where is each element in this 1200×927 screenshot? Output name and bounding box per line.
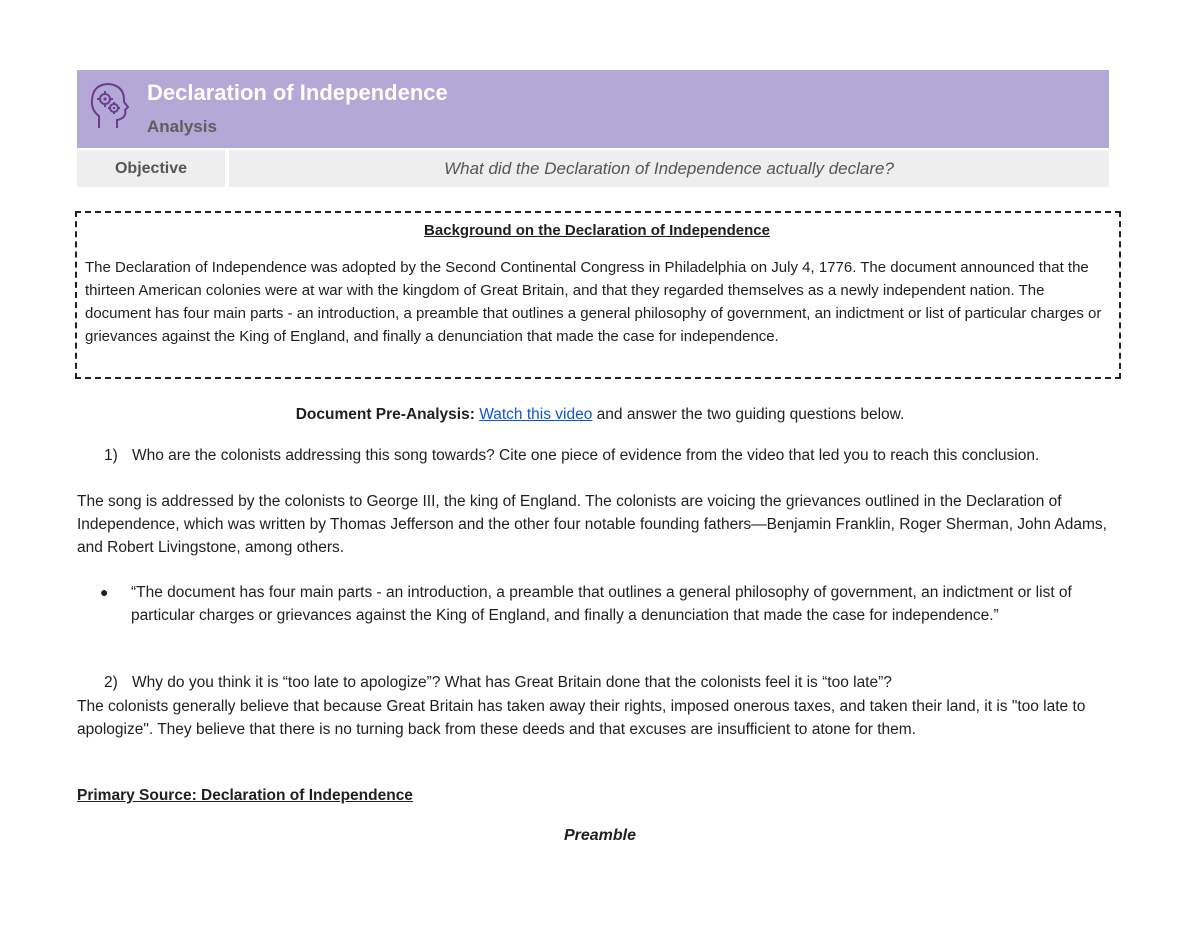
objective-label: Objective [77,150,225,187]
answer-2: The colonists generally believe that because Great Britain has taken away their rights, imposed onerous taxes, and taken their land, it is "too late to apologize". They believe that there is no turning back from these deeds and that excuses are insufficient to atone for them. [77,698,1086,738]
head-gears-icon [87,80,129,132]
pre-analysis-suffix: and answer the two guiding questions below. [596,406,905,423]
page-title: Declaration of Independence [147,80,448,105]
pre-analysis-line [0,406,1200,424]
objective-row [77,150,1109,187]
bullet-icon: ● [100,584,109,600]
page-subtitle: Analysis [147,117,217,136]
question-text: Who are the colonists addressing this song towards? Cite one piece of evidence from the video that led you to reach this conclusion. [132,447,1040,464]
answer-1: The song is addressed by the colonists to George III, the king of England. The colonists are voicing the grievances outlined in the Declaration of Independence, which was written by Thomas Jefferson and the other four notable founding fathers—Benjamin Franklin, Roger Sherman, John Adams, and Robert Livingstone, among others. [77,493,1107,556]
evidence-bullet [100,581,1120,627]
background-heading: Background on the Declaration of Independence [424,222,770,239]
header-banner [77,70,1109,148]
watch-video-link[interactable]: Watch this video [479,406,593,423]
question-text: Why do you think it is “too late to apologize”? What has Great Britain done that the colonists feel it is “too late”? [132,674,892,691]
preamble-heading: Preamble [563,827,637,844]
pre-analysis-label: Document Pre-Analysis: [295,406,475,423]
background-box [75,211,1121,379]
question-2 [104,674,892,692]
question-1 [104,447,1039,465]
primary-source-heading: Primary Source: Declaration of Independence [77,787,413,804]
background-text: The Declaration of Independence was adopted by the Second Continental Congress in Philadelphia on July 4, 1776. The document announced that the thirteen American colonies were at war with the kingdom of Great Britain, and that they regarded themselves as a newly independent nation. The document has four main parts - an introduction, a preamble that outlines a general philosophy of government, an indictment or list of particular charges or grievances against the King of England, and finally a denunciation that made the case for independence. [85,259,1102,345]
question-number: 2) [104,674,118,691]
evidence-text: “The document has four main parts - an introduction, a preamble that outlines a general philosophy of government, an indictment or list of particular charges or grievances against the King of England, and finally a denunciation that made the case for independence.” [131,584,1072,624]
question-number: 1) [104,447,118,464]
objective-question: What did the Declaration of Independence actually declare? [229,150,1109,187]
